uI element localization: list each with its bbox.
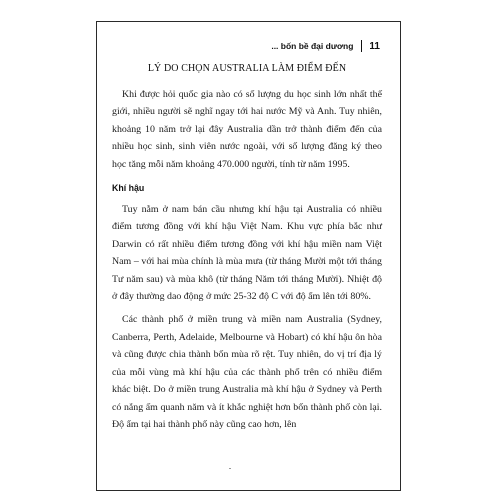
running-head bbox=[97, 39, 380, 53]
running-head-divider bbox=[361, 40, 362, 52]
subheading-climate: Khí hậu bbox=[112, 183, 145, 194]
climate-paragraph-2: Các thành phố ở miền trung và miền nam Australia (Sydney, Canberra, Perth, Adelaide, Melbourne và Hobart) có khí hậu ôn hòa và cũng được chia thành bốn mùa rõ rệt. Tuy nhiên, do vị trí địa lý của mỗi vùng mà khí hậu của các thành phố trên có nhiều điểm khác biệt. Do ở miền trung Australia mà khí hậu ở Sydney và Perth có nắng ấm quanh năm và ít khắc nghiệt hơn bốn thành phố còn lại. Độ ẩm tại hai thành phố này cũng cao hơn, lên bbox=[112, 314, 382, 430]
page-content bbox=[112, 63, 382, 433]
running-head-title: ... bốn bề đại dương bbox=[271, 41, 354, 51]
print-speck bbox=[229, 468, 231, 469]
page-number: 11 bbox=[369, 40, 380, 52]
section-title: LÝ DO CHỌN AUSTRALIA LÀM ĐIỂM ĐẾN bbox=[147, 63, 347, 74]
intro-paragraph: Khi được hỏi quốc gia nào có số lượng du học sinh lớn nhất thế giới, nhiều người sẽ nghĩ ngay tới hai nước Mỹ và Anh. Tuy nhiên, khoảng 10 năm trở lại đây Australia dần trở thành điểm đến của nhiều học sinh, sinh viên nước ngoài, với số lượng đăng ký theo học tăng mỗi năm khoảng 470.000 người, tính từ năm 1995. bbox=[112, 89, 382, 170]
book-page bbox=[96, 21, 401, 491]
climate-paragraph-1: Tuy nằm ở nam bán cầu nhưng khí hậu tại Australia có nhiều điểm tương đồng với khí hậu Việt Nam. Khu vực phía bắc như Darwin có rất nhiều điểm tương đồng với khí hậu miền nam Việt Nam – với hai mùa chính là mùa mưa (từ tháng Mười một tới tháng Tư năm sau) và mùa khô (từ tháng Năm tới tháng Mười). Nhiệt độ ở đây thường dao động ở mức 25-32 độ C với độ ẩm lên tới 80%. bbox=[112, 204, 382, 303]
